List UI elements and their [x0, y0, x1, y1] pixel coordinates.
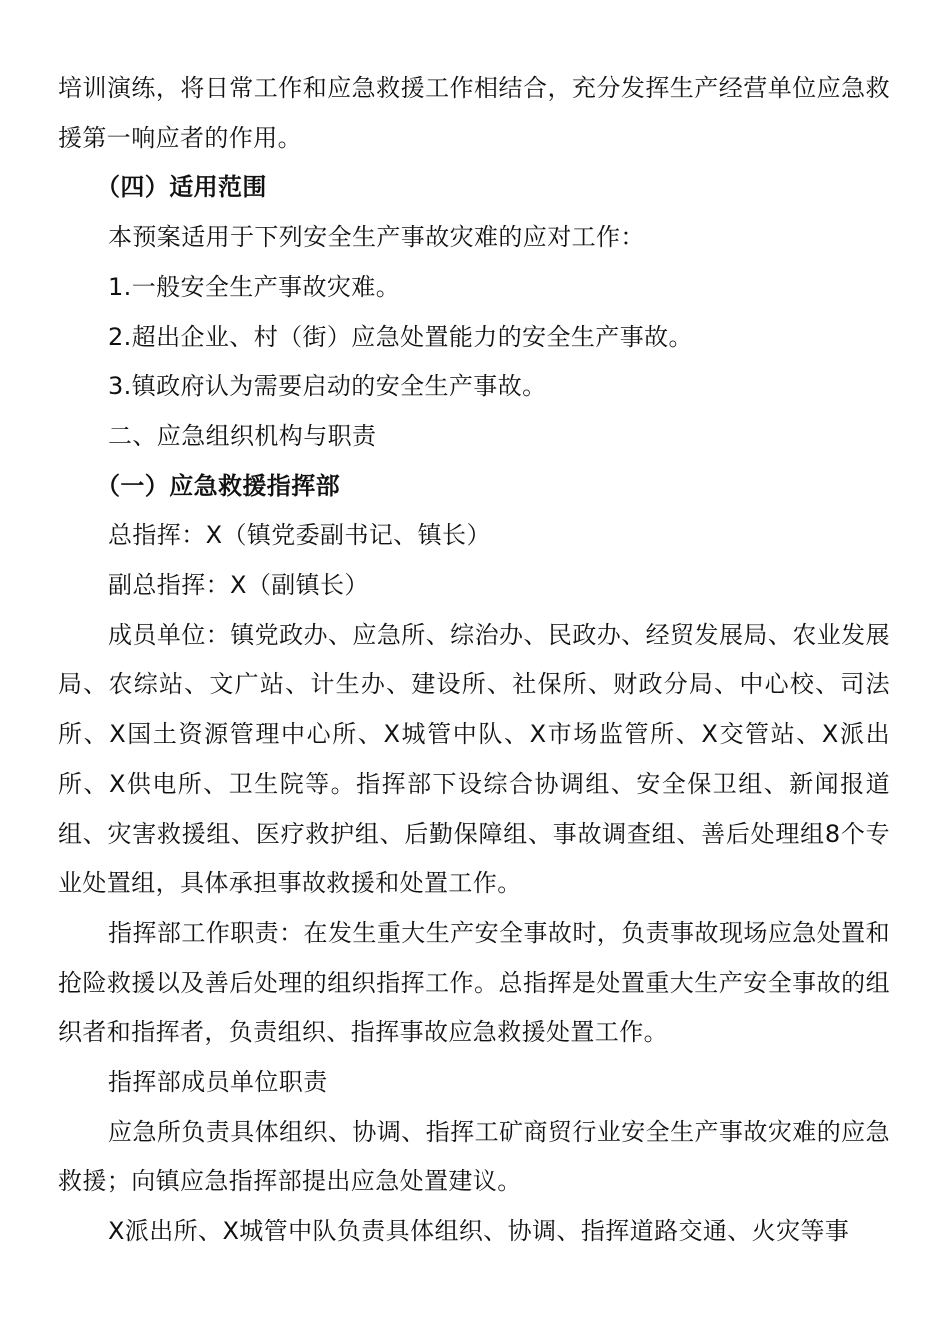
paragraph: 成员单位：镇党政办、应急所、综治办、民政办、经贸发展局、农业发展局、农综站、文广站、计生办、建设所、社保所、财政分局、中心校、司法所、X国土资源管理中心所、X城管中队、X市场监管所、X交管站、X派出所、X供电所、卫生院等。指挥部下设综合协调组、安全保卫组、新闻报道组、灾害救援组、医疗救护组、后勤保障组、事故调查组、善后处理组8个专业处置组，具体承担事故救援和处置工作。	[58, 620, 890, 898]
paragraph: X派出所、X城管中队负责具体组织、协调、指挥道路交通、火灾等事	[108, 1217, 850, 1246]
document-body	[58, 64, 890, 1257]
section-heading: 二、应急组织机构与职责	[108, 421, 377, 450]
list-item: 2.超出企业、村（街）应急处置能力的安全生产事故。	[108, 322, 693, 351]
paragraph: 总指挥：X（镇党委副书记、镇长）	[108, 521, 491, 550]
list-item: 3.镇政府认为需要启动的安全生产事故。	[108, 372, 547, 401]
paragraph: 应急所负责具体组织、协调、指挥工矿商贸行业安全生产事故灾难的应急救援；向镇应急指挥部提出应急处置建议。	[58, 1117, 890, 1196]
subsection-heading-command: （一）应急救援指挥部	[96, 471, 340, 500]
paragraph: 指挥部成员单位职责	[108, 1068, 328, 1097]
list-item: 1.一般安全生产事故灾难。	[108, 272, 401, 301]
paragraph: 指挥部工作职责：在发生重大生产安全事故时，负责事故现场应急处置和抢险救援以及善后处理的组织指挥工作。总指挥是处置重大生产安全事故的组织者和指挥者，负责组织、指挥事故应急救援处置工作。	[58, 918, 890, 1047]
subsection-heading-scope: （四）适用范围	[96, 173, 267, 202]
paragraph: 副总指挥：X（副镇长）	[108, 571, 369, 600]
paragraph: 本预案适用于下列安全生产事故灾难的应对工作：	[108, 223, 645, 252]
continued-paragraph: 培训演练，将日常工作和应急救援工作相结合，充分发挥生产经营单位应急救援第一响应者的作用。	[58, 74, 890, 152]
